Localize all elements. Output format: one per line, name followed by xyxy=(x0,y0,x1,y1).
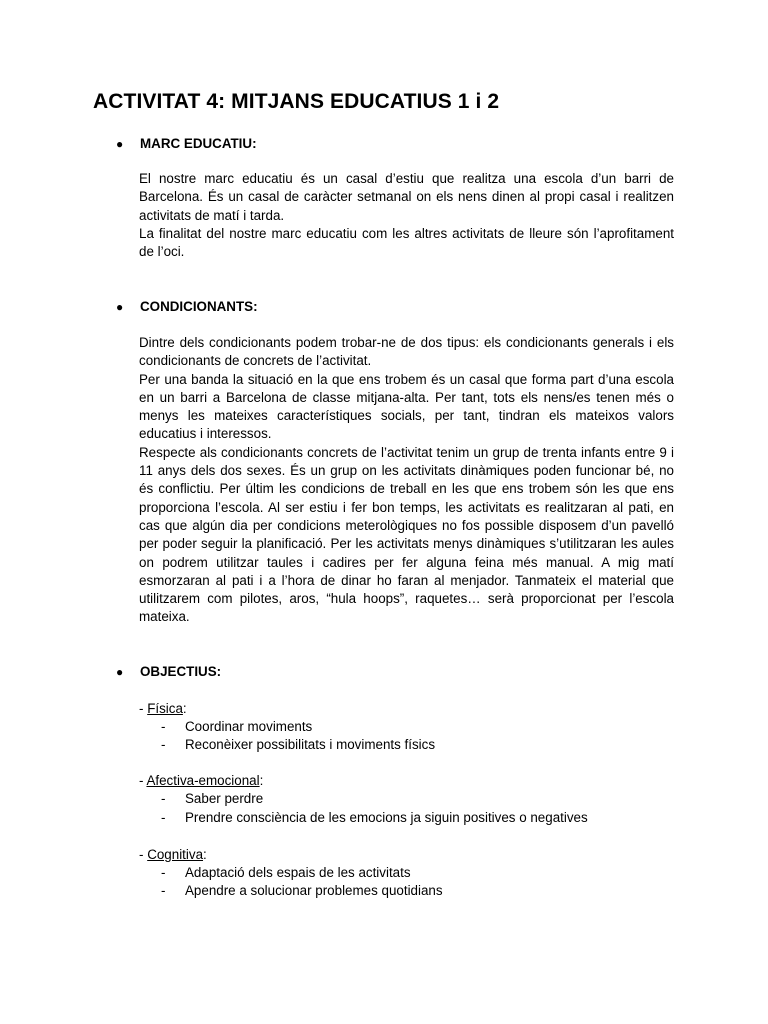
objective-item: - Reconèixer possibilitats i moviments físics xyxy=(161,737,436,752)
section-heading-condicionants xyxy=(116,298,258,316)
page-title: ACTIVITAT 4: MITJANS EDUCATIUS 1 i 2 xyxy=(93,90,500,113)
section-body-condicionants xyxy=(139,334,674,627)
objective-group-label: Cognitiva xyxy=(147,847,204,862)
objective-group-label: Física xyxy=(147,701,183,716)
section-heading-label: MARC EDUCATIU: xyxy=(140,136,257,151)
paragraph: La finalitat del nostre marc educatiu com les altres activitats de lleure són l’aprofitament de l’oci. xyxy=(139,225,674,260)
paragraph: El nostre marc educatiu és un casal d’estiu que realitza una escola d’un barri de Barcelona. És un casal de caràcter setmanal on els nens dinen al propi casal i realitzen activitats de matí i tarda. xyxy=(139,171,674,223)
objective-group-afectiva-emocional: - Afectiva-emocional: xyxy=(139,773,264,788)
objective-item: - Adaptació dels espais de les activitats xyxy=(161,865,411,880)
objective-group-cognitiva: - Cognitiva: xyxy=(139,847,207,862)
objective-item: - Coordinar moviments xyxy=(161,719,313,734)
paragraph: Per una banda la situació en la que ens trobem és un casal que forma part d’una escola en un barri a Barcelona de classe mitjana-alta. Per tant, tots els nens/es tenen més o menys les mateixes característiques socials, per tant, tindran els mateixos valors educatius i interessos. xyxy=(139,371,674,442)
section-heading-marc-educatiu xyxy=(116,135,257,153)
section-body-marc-educatiu xyxy=(139,170,674,261)
objective-group-label: Afectiva-emocional xyxy=(146,773,260,788)
bullet-icon: ● xyxy=(116,665,124,679)
bullet-icon: ● xyxy=(116,300,124,314)
paragraph: Dintre dels condicionants podem trobar-ne de dos tipus: els condicionants generals i els condicionants de concrets de l’activitat. xyxy=(139,335,674,369)
section-heading-label: CONDICIONANTS: xyxy=(140,299,258,314)
objective-item: - Apendre a solucionar problemes quotidians xyxy=(161,883,443,898)
objective-item: - Saber perdre xyxy=(161,791,264,806)
section-heading-objectius xyxy=(116,663,221,681)
objective-group-fisica: - Física: xyxy=(139,701,187,716)
objective-item: - Prendre consciència de les emocions ja siguin positives o negatives xyxy=(161,810,588,825)
section-heading-label: OBJECTIUS: xyxy=(140,664,222,679)
paragraph: Respecte als condicionants concrets de l’activitat tenim un grup de trenta infants entre 9 i 11 anys dels dos sexes. És un grup on les activitats dinàmiques poden funcionar bé, no és conflictiu. Per últim les condicions de treball en les que ens trobem són les que ens proporciona l’escola. Al ser estiu i fer bon temps, les activitats es realitzaran al pati, en cas que algún dia per condicions meterològiques no fos possible disposem d’un pavelló per poder seguir la planificació. Per les activitats menys dinàmiques s’utilitzaran les aules on podrem utilitzar taules i cadires per fer alguna feina més manual. A mig matí esmorzaran al pati i a l’hora de dinar ho faran al menjador. Tanmateix el material que utilitzarem com pilotes, aros, “hula hoops”, raquetes… serà proporcionat per l’escola mateixa. xyxy=(139,444,674,625)
bullet-icon: ● xyxy=(116,137,124,151)
